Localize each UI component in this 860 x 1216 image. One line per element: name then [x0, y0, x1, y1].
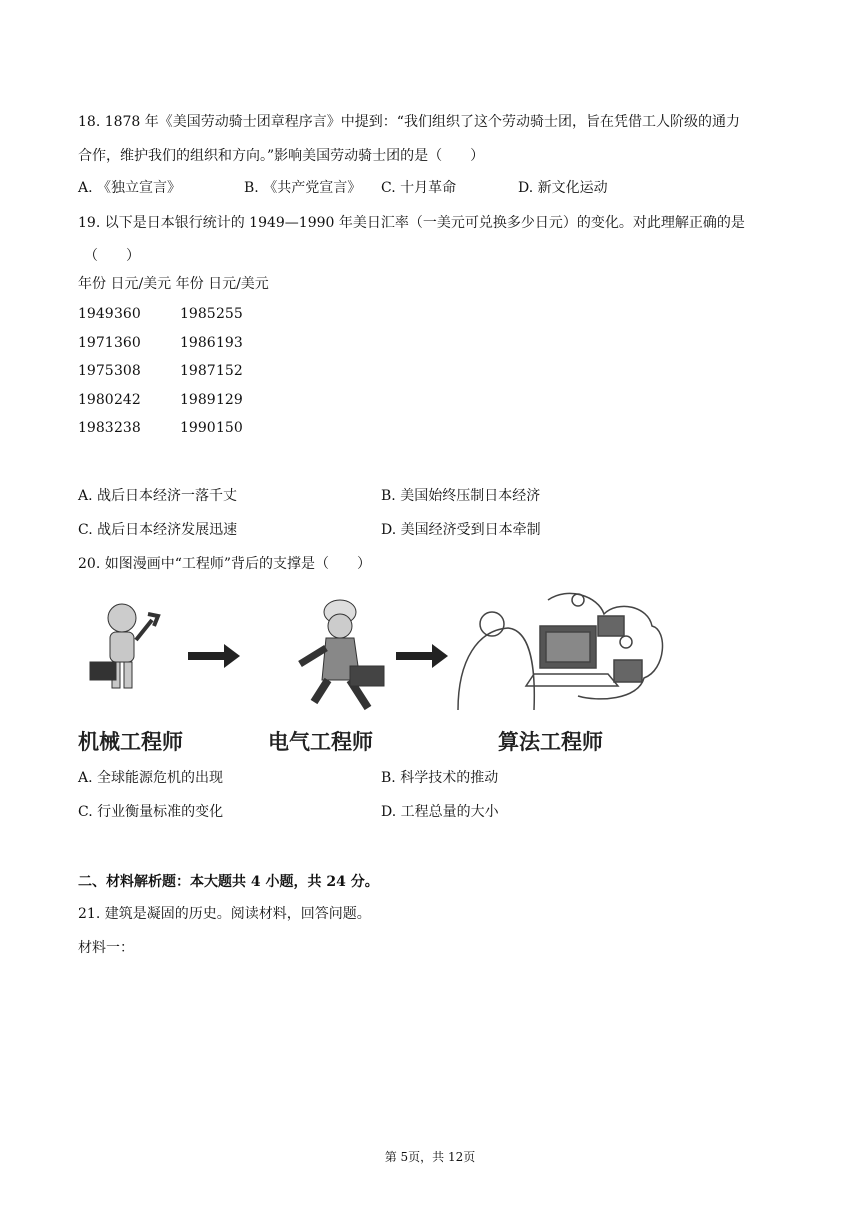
q18-option-a: A. 《独立宣言》	[78, 180, 182, 196]
q20-option-a: A. 全球能源危机的出现	[78, 770, 224, 786]
table-cell: 1990	[180, 420, 216, 436]
q20-option-d: D. 工程总量的大小	[381, 804, 499, 820]
table-cell: 1980	[78, 392, 114, 408]
page-footer: 第 5页，共 12页	[384, 1150, 476, 1164]
table-cell: 1975	[78, 363, 114, 379]
q21-material-label: 材料一：	[78, 940, 134, 956]
table-cell: 1986	[180, 335, 216, 351]
table-cell: 360	[114, 306, 141, 322]
caption-electrical-engineer: 电气工程师	[268, 730, 373, 754]
q20-stem: 20. 如图漫画中“工程师”背后的支撑是（ ）	[78, 556, 372, 572]
q21-stem: 21. 建筑是凝固的历史。阅读材料，回答问题。	[78, 906, 371, 922]
q20-option-b: B. 科学技术的推动	[381, 770, 499, 786]
table-cell: 360	[114, 335, 141, 351]
table-cell: 308	[114, 363, 141, 379]
algorithm-engineer-sketch	[458, 593, 662, 710]
q19-option-c: C. 战后日本经济发展迅速	[78, 522, 238, 538]
table-cell: 242	[114, 392, 141, 408]
table-cell: 1983	[78, 420, 114, 436]
q19-option-b: B. 美国始终压制日本经济	[381, 488, 541, 504]
table-cell: 1987	[180, 363, 216, 379]
table-cell: 1985	[180, 306, 216, 322]
table-cell: 1949	[78, 306, 114, 322]
table-cell: 255	[216, 306, 243, 322]
table-cell: 193	[216, 335, 243, 351]
q18-stem-line1: 18. 1878 年《美国劳动骑士团章程序言》中提到：“我们组织了这个劳动骑士团，旨在凭借工人阶级的通力	[78, 114, 740, 130]
electrical-engineer-figure	[300, 600, 384, 708]
arrow-right-icon	[188, 644, 240, 668]
q19-option-d: D. 美国经济受到日本牵制	[381, 522, 541, 538]
q19-stem-line2: （ ）	[84, 248, 140, 264]
q18-option-d: D. 新文化运动	[518, 180, 608, 196]
q19-table-header: 年份 日元/美元 年份 日元/美元	[78, 276, 269, 292]
table-cell: 129	[216, 392, 243, 408]
comic-illustration	[78, 590, 668, 715]
engineer-comic	[78, 590, 668, 760]
section-heading: 二、材料解析题：本大题共 4 小题，共 24 分。	[78, 874, 379, 890]
q20-option-c: C. 行业衡量标准的变化	[78, 804, 224, 820]
table-cell: 1971	[78, 335, 114, 351]
q18-stem-line2: 合作，维护我们的组织和方向。”影响美国劳动骑士团的是（ ）	[78, 148, 485, 164]
table-cell: 238	[114, 420, 141, 436]
q19-option-a: A. 战后日本经济一落千丈	[78, 488, 238, 504]
q18-option-c: C. 十月革命	[381, 180, 457, 196]
caption-algorithm-engineer: 算法工程师	[498, 730, 603, 754]
table-cell: 150	[216, 420, 243, 436]
mechanical-engineer-figure	[90, 604, 158, 688]
q19-stem-line1: 19. 以下是日本银行统计的 1949—1990 年美日汇率（一美元可兑换多少日元）的变化。对此理解正确的是	[78, 215, 745, 231]
q18-option-b: B. 《共产党宣言》	[244, 180, 362, 196]
caption-mechanical-engineer: 机械工程师	[78, 730, 183, 754]
table-cell: 152	[216, 363, 243, 379]
table-cell: 1989	[180, 392, 216, 408]
arrow-right-icon	[396, 644, 448, 668]
